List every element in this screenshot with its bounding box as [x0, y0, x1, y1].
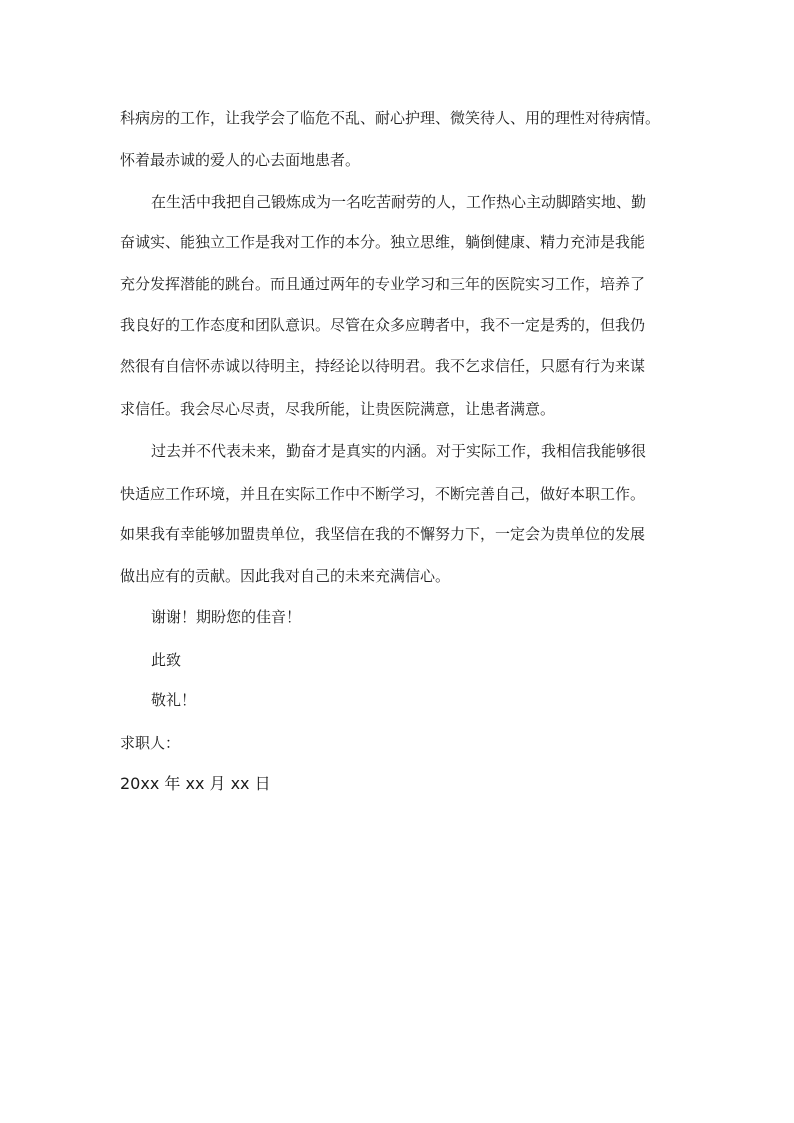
paragraph-3-line-4: 做出应有的贡献。因此我对自己的未来充满信心。	[120, 567, 451, 585]
paragraph-3-line-3: 如果我有幸能够加盟贵单位，我坚信在我的不懈努力下，一定会为贵单位的发展	[120, 525, 646, 543]
date-line: 20xx 年 xx 月 xx 日	[120, 774, 271, 793]
paragraph-2-line-2: 奋诚实、能独立工作是我对工作的本分。独立思维，躺倒健康、精力充沛是我能	[120, 233, 646, 251]
paragraph-2-line-1: 在生活中我把自己锻炼成为一名吃苦耐劳的人，工作热心主动脚踏实地、勤	[151, 193, 647, 211]
paragraph-2-line-4: 我良好的工作态度和团队意识。尽管在众多应聘者中，我不一定是秀的，但我仍	[120, 316, 646, 334]
body-line-2: 怀着最赤诚的爱人的心去面地患者。	[120, 151, 361, 169]
paragraph-2-line-3: 充分发挥潜能的跳台。而且通过两年的专业学习和三年的医院实习工作，培养了	[120, 275, 646, 293]
paragraph-3-line-2: 快适应工作环境，并且在实际工作中不断学习，不断完善自己，做好本职工作。	[120, 485, 646, 503]
signature-label: 求职人：	[120, 734, 181, 752]
body-line-1: 科病房的工作，让我学会了临危不乱、耐心护理、微笑待人、用的理性对待病情。	[120, 109, 661, 127]
paragraph-2-line-6: 求信任。我会尽心尽责，尽我所能，让贵医院满意，让患者满意。	[120, 400, 556, 418]
paragraph-2-line-5: 然很有自信怀赤诚以待明主，持经论以待明君。我不乞求信任，只愿有行为来谋	[120, 357, 646, 375]
closing-cizhi: 此致	[151, 651, 182, 669]
closing-jingli: 敬礼！	[151, 691, 197, 709]
paragraph-3-line-1: 过去并不代表未来，勤奋才是真实的内涵。对于实际工作，我相信我能够很	[151, 442, 647, 460]
thanks-line: 谢谢！期盼您的佳音！	[151, 608, 302, 626]
